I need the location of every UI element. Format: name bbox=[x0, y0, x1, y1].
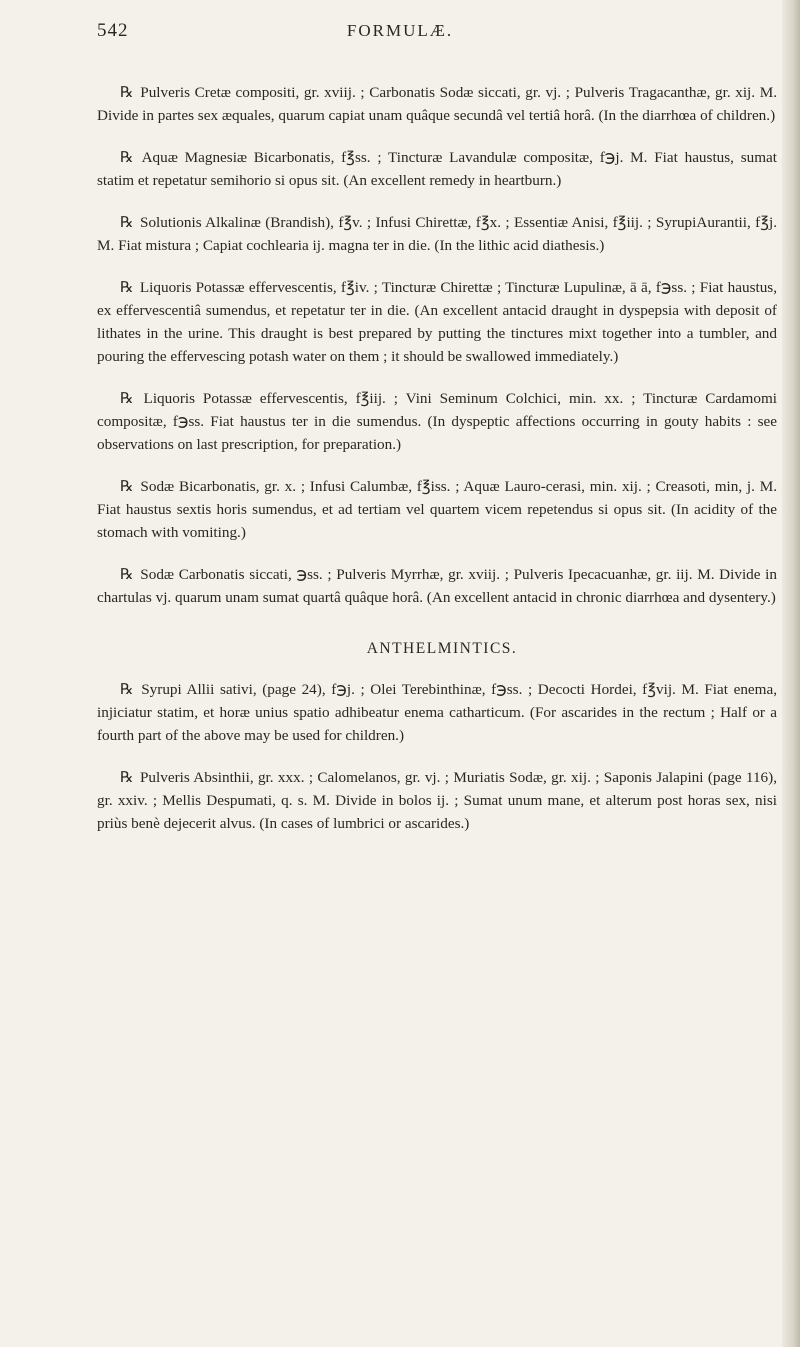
prescription-text: Liquoris Potassæ effervescentis, f℥iij. ; Vini Seminum Colchici, min. xx. ; Tincturæ Cardamomi compositæ, f℈ss. Fiat haustus ter in die sumendus. (In dyspeptic affections occurring in gouty habits : see observations on last prescription, for preparation.) bbox=[97, 390, 777, 453]
prescription-text: Sodæ Bicarbonatis, gr. x. ; Infusi Calumbæ, f℥iss. ; Aquæ Lauro-cerasi, min. xij. ; Creasoti, min, j. M. Fiat haustus sextis horis sumendus, et ad tertiam vel quartem vicem repetendus si opus sit. (In acidity of the stomach with vomiting.) bbox=[97, 478, 778, 541]
rx-symbol: ℞ bbox=[120, 84, 134, 101]
prescription-text: Liquoris Potassæ effervescentis, f℥iv. ; Tincturæ Chirettæ ; Tincturæ Lupulinæ, ā ā, f℈ss. ; Fiat haustus, ex effervescentiâ sumendus, et repetatur ter in die. (An excellent antacid draught in dyspepsia with deposit of lithates in the urine. This draught is best prepared by putting the tinctures mixt together into a tumbler, and pouring the effervescing potash water on them ; it should be swallowed immediately.) bbox=[97, 279, 778, 365]
rx-symbol: ℞ bbox=[120, 681, 134, 698]
rx-symbol: ℞ bbox=[120, 390, 134, 407]
rx-symbol: ℞ bbox=[120, 478, 134, 495]
rx-symbol: ℞ bbox=[120, 769, 134, 786]
page-number: 542 bbox=[97, 20, 129, 41]
prescription bbox=[97, 276, 777, 368]
rx-symbol: ℞ bbox=[120, 566, 134, 583]
prescription-text: Solutionis Alkalinæ (Brandish), f℥v. ; Infusi Chirettæ, f℥x. ; Essentiæ Anisi, f℥iij. ; SyrupiAurantii, f℥j. M. Fiat mistura ; Capiat cochlearia ij. magna ter in die. (In the lithic acid diathesis.) bbox=[97, 214, 778, 254]
prescription-text: Syrupi Allii sativi, (page 24), f℈j. ; Olei Terebinthinæ, f℈ss. ; Decocti Hordei, f℥vij. M. Fiat enema, injiciatur statim, et horæ unius spatio adhibeatur enema catharticum. (For ascarides in the rectum ; Half or a fourth part of the above may be used for children.) bbox=[97, 681, 777, 744]
prescription-text: Pulveris Cretæ compositi, gr. xviij. ; Carbonatis Sodæ siccati, gr. vj. ; Pulveris Tragacanthæ, gr. xij. M. Divide in partes sex æquales, quarum capiat unam quâque secundâ vel tertiâ horâ. (In the diarrhœa of children.) bbox=[97, 84, 778, 124]
prescription bbox=[97, 475, 777, 544]
section-heading: ANTHELMINTICS. bbox=[366, 640, 518, 657]
page-body bbox=[97, 81, 777, 854]
prescription-text: Aquæ Magnesiæ Bicarbonatis, f℥ss. ; Tincturæ Lavandulæ compositæ, f℈j. M. Fiat haustus, sumat statim et repetatur semihorio si opus sit. (An excellent remedy in heartburn.) bbox=[97, 149, 777, 189]
prescription bbox=[97, 387, 777, 456]
rx-symbol: ℞ bbox=[120, 149, 134, 166]
page-edge bbox=[782, 0, 800, 1347]
prescription-text: Sodæ Carbonatis siccati, ℈ss. ; Pulveris Myrrhæ, gr. xviij. ; Pulveris Ipecacuanhæ, gr. iij. M. Divide in chartulas vj. quarum unam sumat quartâ quâque horâ. (An excellent antacid in chronic diarrhœa and dysentery.) bbox=[97, 566, 777, 606]
page-header bbox=[0, 20, 800, 50]
rx-symbol: ℞ bbox=[120, 214, 134, 231]
prescription bbox=[97, 766, 777, 835]
prescription bbox=[97, 81, 777, 127]
prescription bbox=[97, 563, 777, 609]
prescription bbox=[97, 211, 777, 257]
prescription bbox=[97, 678, 777, 747]
running-head: FORMULÆ. bbox=[346, 21, 454, 40]
prescription bbox=[97, 146, 777, 192]
prescription-text: Pulveris Absinthii, gr. xxx. ; Calomelanos, gr. vj. ; Muriatis Sodæ, gr. xij. ; Saponis Jalapini (page 116), gr. xxiv. ; Mellis Despumati, q. s. M. Divide in bolos ij. ; Sumat unum mane, et alterum post horas sex, nisi priùs benè dejecerit alvus. (In cases of lumbrici or ascarides.) bbox=[97, 769, 778, 832]
rx-symbol: ℞ bbox=[120, 279, 134, 296]
